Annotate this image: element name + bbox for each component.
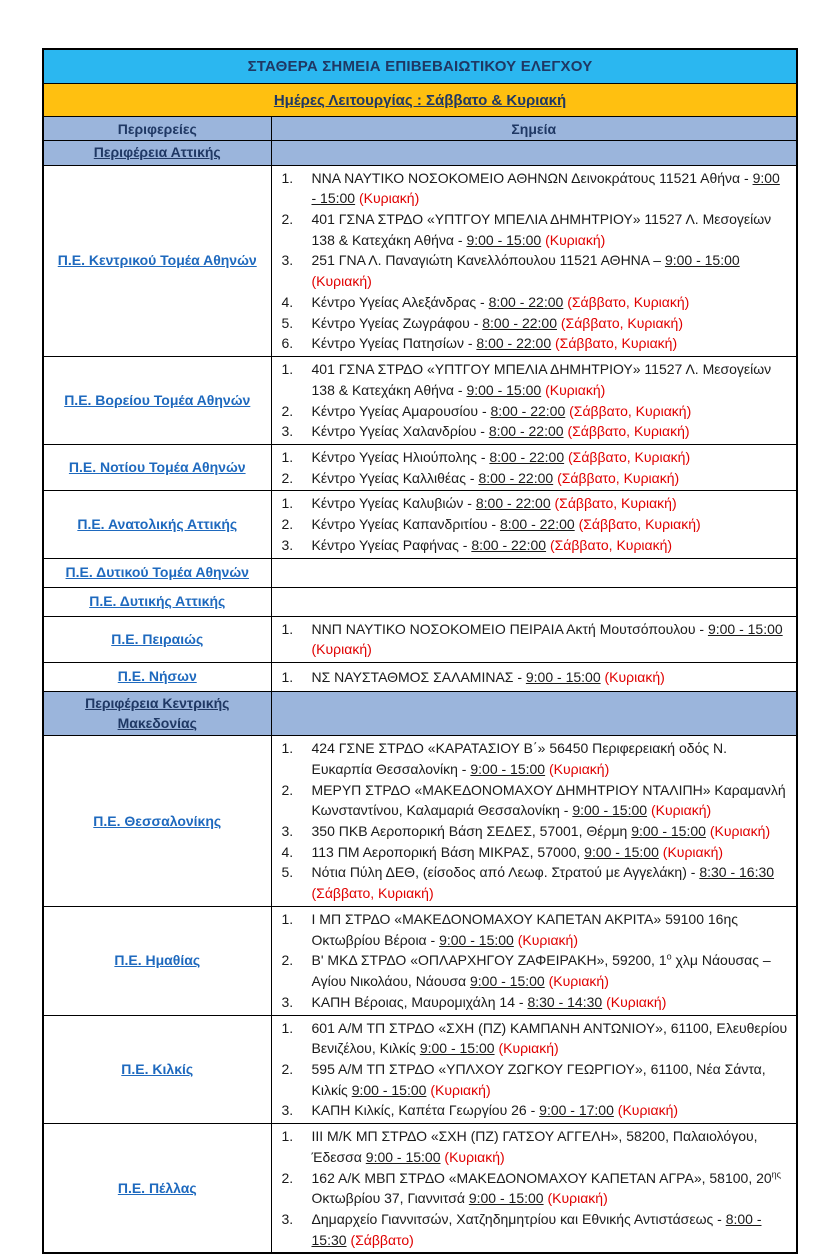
item-number: 2.: [281, 952, 294, 969]
points-cell: [271, 165, 797, 356]
point-item: [282, 1126, 789, 1167]
point-item: [282, 313, 789, 334]
point-item: [282, 909, 789, 950]
point-item: [282, 862, 789, 903]
item-text: 162 Α/Κ ΜΒΠ ΣΤΡΔΟ «ΜΑΚΕΔΟΝΟΜΑΧΟΥ ΚΑΠΕΤΑΝ ΑΓΡΑ», 58100, $20^{\eta\varsigma}$ Οκτωβρίου 37, Γιαννιτσά 9:00 - 15:00 (Κυριακή): [311, 1168, 782, 1207]
point-item: [282, 447, 789, 468]
point-item: [282, 1059, 789, 1100]
region-cell: [43, 491, 271, 558]
item-text: 601 Α/Μ ΤΠ ΣΤΡΔΟ «ΣΧΗ (ΠΖ) ΚΑΜΠΑΝΗ ΑΝΤΩΝΙΟΥ», 61100, Ελευθερίου Βενιζέλου, Κιλκίς 9:00 - 15:00 (Κυριακή): [311, 1019, 788, 1057]
point-item: [282, 821, 789, 842]
point-item: [282, 1100, 789, 1121]
point-item: [282, 250, 789, 291]
section-header-text: Περιφέρεια Κεντρικής Μακεδονίας: [85, 694, 230, 731]
points-cell: [271, 1124, 797, 1254]
item-number: 6.: [281, 335, 294, 352]
region-row: [43, 1015, 797, 1124]
section-header-label: [43, 691, 271, 735]
item-number: 1.: [281, 668, 294, 685]
region-cell: [43, 558, 271, 587]
region-cell: [43, 736, 271, 907]
item-number: 1.: [281, 169, 294, 186]
item-number: 1.: [281, 495, 294, 512]
item-number: 2.: [281, 1060, 294, 1077]
item-number: 1.: [281, 361, 294, 378]
item-number: 2.: [281, 402, 294, 419]
region-row: [43, 491, 797, 558]
item-text: Β' ΜΚΔ ΣΤΡΔΟ «ΟΠΛΑΡΧΗΓΟΥ ΖΑΦΕΙΡΑΚΗ», 59200, $1^o$ χλμ Νάουσας – Αγίου Νικολάου, Νάουσα 9:00 - 15:00 (Κυριακή): [311, 951, 771, 990]
section-header-row: [43, 691, 797, 735]
point-item: [282, 1168, 789, 1209]
point-item: [282, 535, 789, 556]
region-link[interactable]: Π.Ε. Νήσων: [117, 668, 197, 685]
region-cell: [43, 1124, 271, 1254]
region-cell: [43, 662, 271, 691]
region-cell: [43, 616, 271, 662]
region-row: [43, 558, 797, 587]
region-link[interactable]: Π.Ε. Βορείου Τομέα Αθηνών: [64, 392, 251, 408]
item-number: 1.: [281, 620, 294, 637]
item-number: 2.: [281, 1169, 294, 1186]
point-item: [282, 1209, 789, 1250]
item-number: 2.: [281, 211, 294, 228]
point-item: [282, 514, 789, 535]
section-header-empty-cell: [271, 141, 797, 166]
document-title: ΣΤΑΘΕΡΑ ΣΗΜΕΙΑ ΕΠΙΒΕΒΑΙΩΤΙΚΟΥ ΕΛΕΓΧΟΥ: [43, 49, 797, 84]
section-header-empty-cell: [271, 691, 797, 735]
item-number: 3.: [281, 993, 294, 1010]
region-row: [43, 906, 797, 1015]
region-cell: [43, 444, 271, 490]
column-header-regions: Περιφερείες: [43, 117, 271, 141]
region-row: [43, 616, 797, 662]
item-text: ΝΣ ΝΑΥΣΤΑΘΜΟΣ ΣΑΛΑΜΙΝΑΣ - 9:00 - 15:00 (Κυριακή): [311, 668, 665, 685]
item-text: Κέντρο Υγείας Ραφήνας - 8:00 - 22:00 (Σάββατο, Κυριακή): [311, 536, 673, 553]
item-text: Νότια Πύλη ΔΕΘ, (είσοδος από Λεωφ. Στρατού με Αγγελάκη) - 8:30 - 16:30 (Σάββατο, Κυριακή): [311, 864, 775, 902]
item-number: 4.: [281, 843, 294, 860]
point-item: [282, 619, 789, 660]
region-link[interactable]: Π.Ε. Δυτικού Τομέα Αθηνών: [65, 564, 249, 581]
operating-days-label: Ημέρες Λειτουργίας : Σάββατο & Κυριακή: [273, 91, 567, 109]
item-text: Κέντρο Υγείας Ζωγράφου - 8:00 - 22:00 (Σάββατο, Κυριακή): [311, 314, 683, 331]
item-text: Κέντρο Υγείας Αλεξάνδρας - 8:00 - 22:00 (Σάββατο, Κυριακή): [311, 293, 690, 310]
item-number: 5.: [281, 864, 294, 881]
points-cell: [271, 906, 797, 1015]
item-number: 2.: [281, 516, 294, 533]
region-link[interactable]: Π.Ε. Δυτικής Αττικής: [89, 593, 226, 610]
item-text: ΚΑΠΗ Βέροιας, Μαυρομιχάλη 14 - 8:30 - 14:30 (Κυριακή): [311, 993, 667, 1010]
points-cell: [271, 587, 797, 616]
point-item: [282, 421, 789, 442]
point-item: [282, 667, 789, 688]
point-item: [282, 842, 789, 863]
item-number: 1.: [281, 1019, 294, 1036]
item-text: 251 ΓΝΑ Λ. Παναγιώτη Κανελλόπουλου 11521 ΑΘΗΝΑ – 9:00 - 15:00 (Κυριακή): [311, 252, 740, 290]
point-item: [282, 950, 789, 991]
item-text: ΝΝΑ ΝΑΥΤΙΚΟ ΝΟΣΟΚΟΜΕΙΟ ΑΘΗΝΩΝ Δεινοκράτους 11521 Αθήνα - 9:00 - 15:00 (Κυριακή): [311, 169, 780, 207]
points-cell: [271, 558, 797, 587]
item-text: Κέντρο Υγείας Αμαρουσίου - 8:00 - 22:00 (Σάββατο, Κυριακή): [311, 402, 692, 419]
point-item: [282, 333, 789, 354]
item-number: 3.: [281, 1210, 294, 1227]
item-number: 5.: [281, 314, 294, 331]
item-text: Κέντρο Υγείας Καλλιθέας - 8:00 - 22:00 (Σάββατο, Κυριακή): [311, 469, 680, 486]
region-row: [43, 444, 797, 490]
item-text: Κέντρο Υγείας Χαλανδρίου - 8:00 - 22:00 (Σάββατο, Κυριακή): [311, 423, 690, 440]
point-item: [282, 1018, 789, 1059]
points-cell: [271, 444, 797, 490]
point-item: [282, 401, 789, 422]
title-row: [43, 49, 797, 84]
item-text: 401 ΓΣΝΑ ΣΤΡΔΟ «ΥΠΤΓΟΥ ΜΠΕΛΙΑ ΔΗΜΗΤΡΙΟΥ» 11527 Λ. Μεσογείων 138 & Κατεχάκη Αθήνα - 9:00 - 15:00 (Κυριακή): [311, 211, 772, 248]
control-points-table: [42, 48, 798, 1254]
region-cell: [43, 906, 271, 1015]
item-text: 424 ΓΣΝΕ ΣΤΡΔΟ «ΚΑΡΑΤΑΣΙΟΥ Β΄» 56450 Περιφερειακή οδός Ν. Ευκαρπία Θεσσαλονίκη - 9:00 - 15:00 (Κυριακή): [311, 740, 727, 777]
item-text: ΚΑΠΗ Κιλκίς, Καπέτα Γεωργίου 26 - 9:00 - 17:00 (Κυριακή): [311, 1102, 679, 1119]
region-row: [43, 587, 797, 616]
item-text: ΜΕΡΥΠ ΣΤΡΔΟ «ΜΑΚΕΔΟΝΟΜΑΧΟΥ ΔΗΜΗΤΡΙΟΥ ΝΤΑΛΙΠΗ» Καραμανλή Κωνσταντίνου, Καλαμαριά Θεσσαλονίκη - 9:00 - 15:00 (Κυριακή): [311, 781, 786, 819]
region-cell: [43, 1015, 271, 1124]
points-cell: [271, 662, 797, 691]
column-header-row: [43, 117, 797, 141]
operating-days-cell: [43, 84, 797, 117]
region-link[interactable]: Π.Ε. Πειραιώς: [111, 630, 204, 647]
item-text: 595 Α/Μ ΤΠ ΣΤΡΔΟ «ΥΠΛΧΟΥ ΖΩΓΚΟΥ ΓΕΩΡΓΙΟΥ», 61100, Νέα Σάντα, Κιλκίς 9:00 - 15:00 (Κυριακή): [311, 1060, 766, 1098]
region-cell: [43, 165, 271, 356]
item-number: 3.: [281, 423, 294, 440]
item-text: Ι ΜΠ ΣΤΡΔΟ «ΜΑΚΕΔΟΝΟΜΑΧΟΥ ΚΑΠΕΤΑΝ ΑΚΡΙΤΑ» 59100 16ης Οκτωβρίου Βέροια - 9:00 - 15:00 (Κυριακή): [311, 910, 739, 948]
point-item: [282, 493, 789, 514]
subtitle-row: [43, 84, 797, 117]
region-row: [43, 736, 797, 907]
item-number: 2.: [281, 781, 294, 798]
item-number: 4.: [281, 293, 294, 310]
points-cell: [271, 616, 797, 662]
region-row: [43, 357, 797, 445]
point-item: [282, 780, 789, 821]
region-link[interactable]: Π.Ε. Νοτίου Τομέα Αθηνών: [68, 459, 246, 476]
region-cell: [43, 357, 271, 445]
point-item: [282, 292, 789, 313]
item-number: 2.: [281, 469, 294, 486]
region-row: [43, 1124, 797, 1254]
region-link[interactable]: Π.Ε. Πέλλας: [117, 1179, 197, 1196]
section-header-row: [43, 141, 797, 166]
point-item: [282, 168, 789, 209]
item-number: 3.: [281, 252, 294, 269]
points-cell: [271, 357, 797, 445]
region-row: [43, 662, 797, 691]
section-header-text: Περιφέρεια Αττικής: [93, 144, 221, 160]
column-header-points: Σημεία: [271, 117, 797, 141]
item-text: 350 ΠΚΒ Αεροπορική Βάση ΣΕΔΕΣ, 57001, Θέρμη 9:00 - 15:00 (Κυριακή): [311, 823, 771, 840]
region-link[interactable]: Π.Ε. Θεσσαλονίκης: [93, 812, 222, 829]
point-item: [282, 209, 789, 250]
item-text: ΙΙΙ Μ/Κ ΜΠ ΣΤΡΔΟ «ΣΧΗ (ΠΖ) ΓΑΤΣΟΥ ΑΓΓΕΛΗ», 58200, Παλαιολόγου, Έδεσσα 9:00 - 15:00 (Κυριακή): [311, 1128, 758, 1165]
item-number: 3.: [281, 1102, 294, 1119]
points-cell: [271, 491, 797, 558]
item-number: 1.: [281, 740, 294, 757]
item-number: 3.: [281, 823, 294, 840]
item-text: Κέντρο Υγείας Καλυβιών - 8:00 - 22:00 (Σάββατο, Κυριακή): [311, 495, 677, 512]
item-text: Δημαρχείο Γιαννιτσών, Χατζηδημητρίου και Εθνικής Αντιστάσεως - 8:00 - 15:30 (Σάββατο): [311, 1210, 762, 1248]
item-number: 1.: [281, 448, 294, 465]
points-cell: [271, 1015, 797, 1124]
point-item: [282, 468, 789, 489]
item-number: 3.: [281, 536, 294, 553]
point-item: [282, 359, 789, 400]
point-item: [282, 738, 789, 779]
item-text: Κέντρο Υγείας Ηλιούπολης - 8:00 - 22:00 (Σάββατο, Κυριακή): [311, 448, 691, 465]
region-link[interactable]: Π.Ε. Ανατολικής Αττικής: [77, 515, 238, 532]
section-header-label: [43, 141, 271, 166]
region-row: [43, 165, 797, 356]
document-page: [42, 48, 798, 1254]
item-number: 1.: [281, 910, 294, 927]
points-cell: [271, 736, 797, 907]
item-number: 1.: [281, 1128, 294, 1145]
item-text: 401 ΓΣΝΑ ΣΤΡΔΟ «ΥΠΤΓΟΥ ΜΠΕΛΙΑ ΔΗΜΗΤΡΙΟΥ» 11527 Λ. Μεσογείων 138 & Κατεχάκη Αθήνα - 9:00 - 15:00 (Κυριακή): [311, 361, 772, 398]
region-link[interactable]: Π.Ε. Ημαθίας: [114, 952, 201, 969]
item-text: Κέντρο Υγείας Καπανδριτίου - 8:00 - 22:00 (Σάββατο, Κυριακή): [311, 516, 701, 533]
region-link[interactable]: Π.Ε. Κιλκίς: [121, 1060, 194, 1077]
item-text: 113 ΠΜ Αεροπορική Βάση ΜΙΚΡΑΣ, 57000, 9:00 - 15:00 (Κυριακή): [311, 843, 724, 860]
item-text: Κέντρο Υγείας Πατησίων - 8:00 - 22:00 (Σάββατο, Κυριακή): [311, 335, 678, 352]
point-item: [282, 992, 789, 1013]
item-text: ΝΝΠ ΝΑΥΤΙΚΟ ΝΟΣΟΚΟΜΕΙΟ ΠΕΙΡΑΙΑ Ακτή Μουτσόπουλου - 9:00 - 15:00 (Κυριακή): [311, 620, 783, 658]
region-link[interactable]: Π.Ε. Κεντρικού Τομέα Αθηνών: [57, 252, 257, 269]
region-cell: [43, 587, 271, 616]
